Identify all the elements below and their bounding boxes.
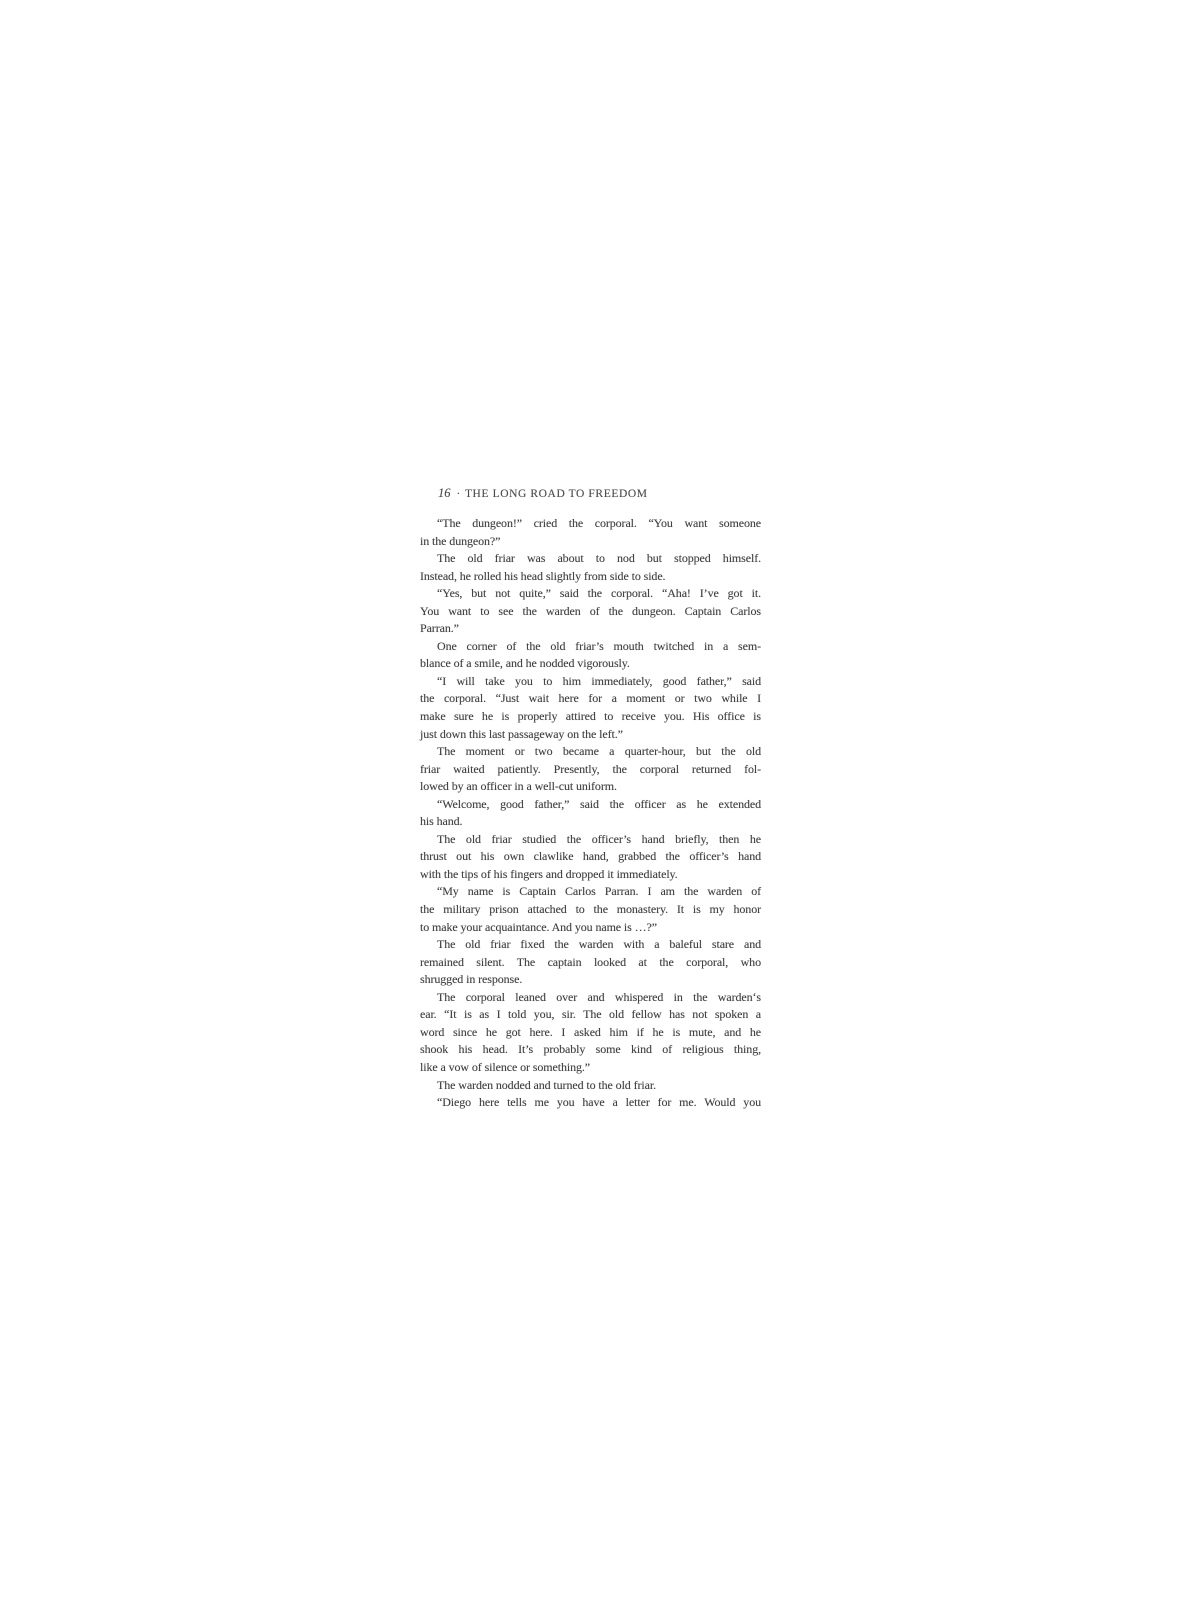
- text-line: One corner of the old friar’s mouth twitched in a sem-: [437, 638, 761, 653]
- text-line: “I will take you to him immediately, good father,” said: [437, 673, 761, 688]
- paragraph: [420, 1077, 761, 1095]
- paragraph: [420, 936, 761, 989]
- text-line: his hand.: [420, 814, 463, 829]
- text-line: The corporal leaned over and whispered in the warden‘s: [437, 989, 761, 1004]
- text-line: lowed by an officer in a well-cut uniform.: [420, 779, 617, 794]
- page-number: 16: [438, 486, 451, 500]
- text-line: make sure he is properly attired to receive you. His office is: [420, 709, 761, 724]
- text-line: The moment or two became a quarter-hour, but the old: [437, 744, 761, 759]
- text-line: The old friar fixed the warden with a baleful stare and: [437, 937, 761, 952]
- paragraph: [420, 550, 761, 585]
- paragraph: [420, 743, 761, 796]
- text-line: Instead, he rolled his head slightly from side to side.: [420, 568, 666, 583]
- text-block: [420, 486, 761, 1112]
- paragraph: [420, 673, 761, 743]
- text-line: just down this last passageway on the left.”: [420, 726, 623, 741]
- text-line: “My name is Captain Carlos Parran. I am the warden of: [437, 884, 761, 899]
- text-line: “The dungeon!” cried the corporal. “You want someone: [437, 516, 761, 530]
- text-line: The old friar was about to nod but stopped himself.: [437, 551, 761, 566]
- text-line: like a vow of silence or something.”: [420, 1059, 591, 1074]
- paragraph: [420, 585, 761, 638]
- text-line: friar waited patiently. Presently, the corporal returned fol-: [420, 761, 761, 776]
- paragraph: [420, 638, 761, 673]
- page-header: [420, 486, 761, 501]
- text-line: remained silent. The captain looked at the corporal, who: [420, 954, 761, 969]
- paragraph: [420, 989, 761, 1077]
- text-line: to make your acquaintance. And you name is …?”: [420, 919, 657, 934]
- text-line: shook his head. It’s probably some kind of religious thing,: [420, 1042, 761, 1057]
- text-line: You want to see the warden of the dungeon. Captain Carlos: [420, 603, 761, 618]
- text-line: “Diego here tells me you have a letter for me. Would you: [437, 1095, 761, 1110]
- text-line: The old friar studied the officer’s hand briefly, then he: [437, 831, 761, 846]
- paragraph: [420, 831, 761, 884]
- text-line: “Welcome, good father,” said the officer as he extended: [437, 796, 761, 811]
- page-body: [420, 515, 761, 1112]
- text-line: shrugged in response.: [420, 972, 523, 987]
- text-line: the military prison attached to the monastery. It is my honor: [420, 902, 761, 917]
- text-line: ear. “It is as I told you, sir. The old fellow has not spoken a: [420, 1007, 761, 1022]
- text-line: “Yes, but not quite,” said the corporal. “Aha! I’ve got it.: [437, 586, 761, 601]
- text-line: The warden nodded and turned to the old friar.: [437, 1077, 656, 1092]
- text-line: in the dungeon?”: [420, 533, 501, 548]
- book-title: THE LONG ROAD TO FREEDOM: [464, 488, 648, 500]
- text-line: the corporal. “Just wait here for a moment or two while I: [420, 691, 761, 706]
- paragraph: [420, 1094, 761, 1112]
- paragraph: [420, 883, 761, 936]
- text-line: thrust out his own clawlike hand, grabbed the officer’s hand: [420, 849, 761, 864]
- text-line: with the tips of his fingers and dropped it immediately.: [420, 866, 678, 881]
- text-line: Parran.”: [420, 621, 459, 636]
- text-line: word since he got here. I asked him if he is mute, and he: [420, 1024, 761, 1039]
- paragraph: [420, 796, 761, 831]
- paragraph: [420, 515, 761, 550]
- text-line: blance of a smile, and he nodded vigorously.: [420, 656, 630, 671]
- header-separator: ·: [456, 488, 461, 500]
